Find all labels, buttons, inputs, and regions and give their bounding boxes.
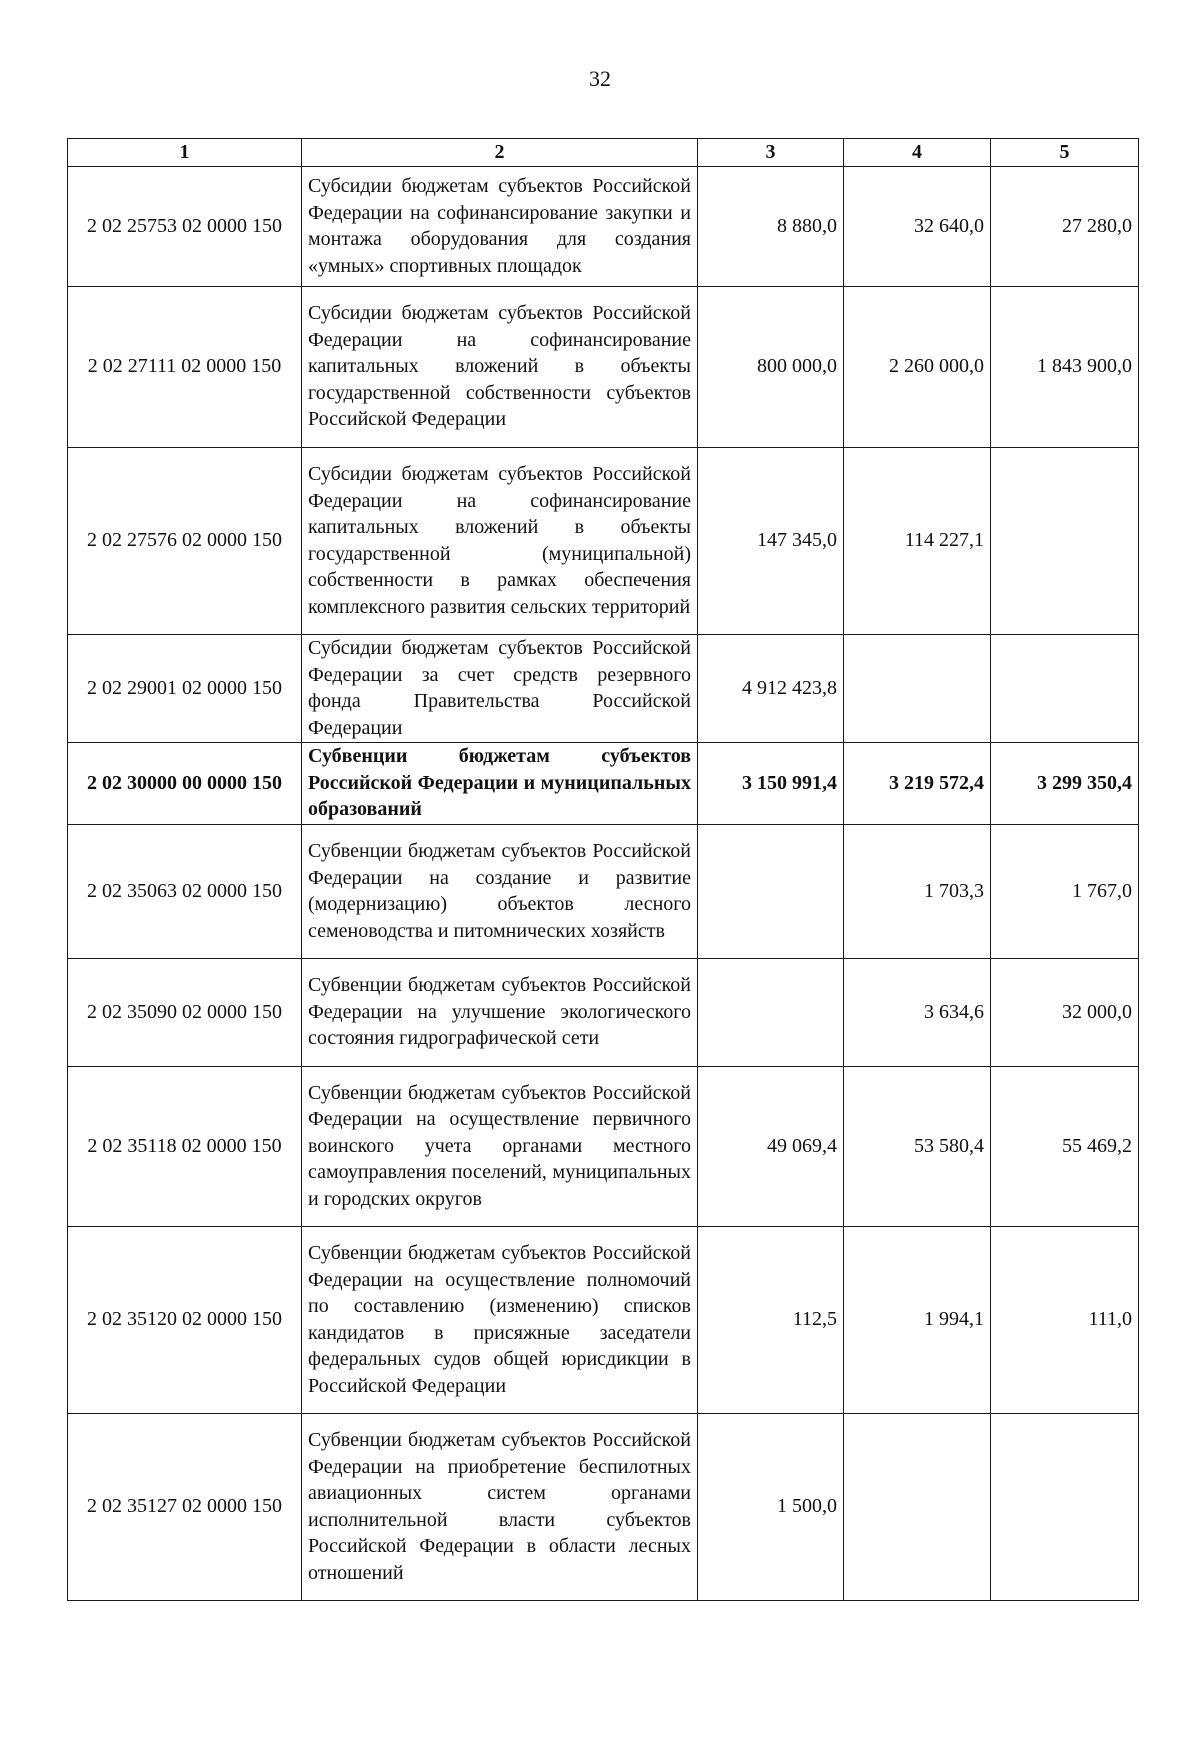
table-row <box>68 447 1139 634</box>
description-cell: Субвенции бюджетам субъектов Российской Федерации и муниципальных образований <box>302 742 698 824</box>
value-col3-cell <box>698 958 844 1066</box>
table-row <box>68 634 1139 742</box>
value-col3-cell: 3 150 991,4 <box>698 742 844 824</box>
table-header-row <box>68 139 1139 167</box>
description-cell: Субвенции бюджетам субъектов Российской Федерации на осуществление первичного воинского учета органами местного самоуправления поселений, муниципальных и городских округов <box>302 1066 698 1226</box>
table-row <box>68 286 1139 447</box>
header-cell-5: 5 <box>991 139 1139 167</box>
budget-code-cell: 2 02 35090 02 0000 150 <box>68 958 302 1066</box>
value-col4-cell: 1 703,3 <box>844 824 991 958</box>
value-col4-cell <box>844 634 991 742</box>
value-col5-cell: 1 767,0 <box>991 824 1139 958</box>
value-col5-cell <box>991 1413 1139 1600</box>
budget-table <box>67 138 1139 1601</box>
value-col5-cell <box>991 447 1139 634</box>
description-cell: Субсидии бюджетам субъектов Российской Федерации за счет средств резервного фонда Правительства Российской Федерации <box>302 634 698 742</box>
budget-code-cell: 2 02 35118 02 0000 150 <box>68 1066 302 1226</box>
description-cell: Субвенции бюджетам субъектов Российской Федерации на приобретение беспилотных авиационных систем органами исполнительной власти субъектов Российской Федерации в области лесных отношений <box>302 1413 698 1600</box>
budget-code-cell: 2 02 29001 02 0000 150 <box>68 634 302 742</box>
budget-code-cell: 2 02 27576 02 0000 150 <box>68 447 302 634</box>
header-cell-4: 4 <box>844 139 991 167</box>
description-cell: Субвенции бюджетам субъектов Российской Федерации на осуществление полномочий по составлению (изменению) списков кандидатов в присяжные заседатели федеральных судов общей юрисдикции в Российской Федерации <box>302 1226 698 1413</box>
budget-code-cell: 2 02 35120 02 0000 150 <box>68 1226 302 1413</box>
table-row <box>68 824 1139 958</box>
value-col5-cell: 27 280,0 <box>991 166 1139 286</box>
value-col4-cell <box>844 1413 991 1600</box>
header-cell-1: 1 <box>68 139 302 167</box>
budget-code-cell: 2 02 35063 02 0000 150 <box>68 824 302 958</box>
budget-code-cell: 2 02 30000 00 0000 150 <box>68 742 302 824</box>
value-col5-cell: 55 469,2 <box>991 1066 1139 1226</box>
value-col4-cell: 3 219 572,4 <box>844 742 991 824</box>
table-row <box>68 1226 1139 1413</box>
value-col5-cell <box>991 634 1139 742</box>
value-col3-cell: 1 500,0 <box>698 1413 844 1600</box>
value-col3-cell: 112,5 <box>698 1226 844 1413</box>
value-col3-cell: 49 069,4 <box>698 1066 844 1226</box>
value-col5-cell: 1 843 900,0 <box>991 286 1139 447</box>
budget-code-cell: 2 02 27111 02 0000 150 <box>68 286 302 447</box>
budget-code-cell: 2 02 25753 02 0000 150 <box>68 166 302 286</box>
value-col3-cell: 147 345,0 <box>698 447 844 634</box>
table-row <box>68 166 1139 286</box>
header-cell-2: 2 <box>302 139 698 167</box>
description-cell: Субсидии бюджетам субъектов Российской Федерации на софинансирование закупки и монтажа оборудования для создания «умных» спортивных площадок <box>302 166 698 286</box>
description-cell: Субсидии бюджетам субъектов Российской Федерации на софинансирование капитальных вложений в объекты государственной собственности субъектов Российской Федерации <box>302 286 698 447</box>
value-col4-cell: 53 580,4 <box>844 1066 991 1226</box>
table-row <box>68 1413 1139 1600</box>
header-cell-3: 3 <box>698 139 844 167</box>
value-col5-cell: 111,0 <box>991 1226 1139 1413</box>
table-row <box>68 958 1139 1066</box>
page-number: 32 <box>589 66 611 91</box>
value-col3-cell: 800 000,0 <box>698 286 844 447</box>
value-col4-cell: 32 640,0 <box>844 166 991 286</box>
value-col4-cell: 1 994,1 <box>844 1226 991 1413</box>
value-col3-cell <box>698 824 844 958</box>
value-col5-cell: 3 299 350,4 <box>991 742 1139 824</box>
value-col5-cell: 32 000,0 <box>991 958 1139 1066</box>
table-row-subtotal <box>68 742 1139 824</box>
value-col4-cell: 2 260 000,0 <box>844 286 991 447</box>
description-cell: Субвенции бюджетам субъектов Российской Федерации на улучшение экологического состояния гидрографической сети <box>302 958 698 1066</box>
description-cell: Субсидии бюджетам субъектов Российской Федерации на софинансирование капитальных вложений в объекты государственной (муниципальной) собственности в рамках обеспечения комплексного развития сельских территорий <box>302 447 698 634</box>
value-col4-cell: 114 227,1 <box>844 447 991 634</box>
table-row <box>68 1066 1139 1226</box>
description-cell: Субвенции бюджетам субъектов Российской Федерации на создание и развитие (модернизацию) объектов лесного семеноводства и питомнических хозяйств <box>302 824 698 958</box>
budget-code-cell: 2 02 35127 02 0000 150 <box>68 1413 302 1600</box>
value-col3-cell: 8 880,0 <box>698 166 844 286</box>
value-col4-cell: 3 634,6 <box>844 958 991 1066</box>
value-col3-cell: 4 912 423,8 <box>698 634 844 742</box>
